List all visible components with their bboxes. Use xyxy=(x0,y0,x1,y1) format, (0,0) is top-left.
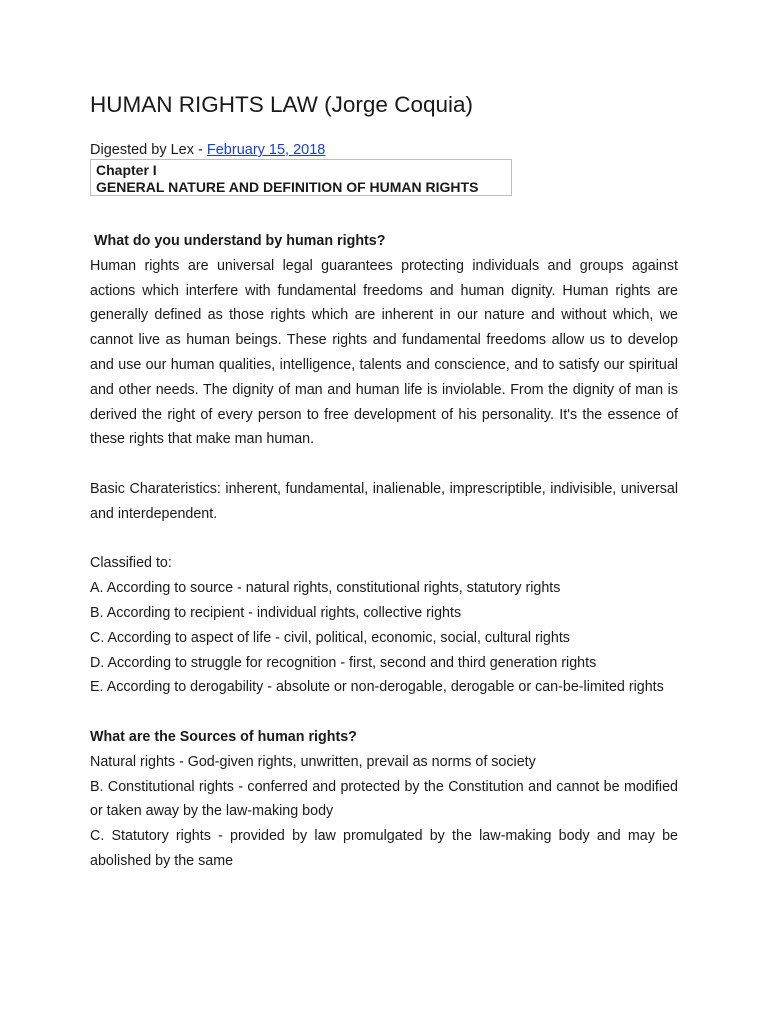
source-item: Natural rights - God-given rights, unwritten, prevail as norms of society xyxy=(90,753,536,770)
source-item: C. Statutory rights - provided by law promulgated by the law-making body and may be abolished by the same xyxy=(90,828,678,869)
classified-item: E. According to derogability - absolute or non-derogable, derogable or can-be-limited rights xyxy=(90,679,664,696)
paragraph-definition: Human rights are universal legal guarantees protecting individuals and groups against actions which interfere with fundamental freedoms and human dignity. Human rights are generally defined as those rights which are inherent in our nature and without which, we cannot live as human beings. These rights and fundamental freedoms allow us to develop and use our human qualities, intelligence, talents and conscience, and to satisfy our spiritual and other needs. The dignity of man and human life is inviolable. From the dignity of man is derived the right of every person to free development of his personality. It's the essence of these rights that make man human. xyxy=(90,257,678,448)
document-body xyxy=(90,229,678,874)
classified-item: B. According to recipient - individual rights, collective rights xyxy=(90,604,462,621)
spacer xyxy=(90,452,678,477)
chapter-heading-box xyxy=(90,159,512,196)
classified-heading: Classified to: xyxy=(90,555,172,572)
classified-item: D. According to struggle for recognition - first, second and third generation rights xyxy=(90,654,597,671)
byline-author: Digested by Lex - xyxy=(90,142,207,158)
spacer xyxy=(90,700,678,725)
question-heading-2: What are the Sources of human rights? xyxy=(90,728,357,745)
byline-date-link[interactable]: February 15, 2018 xyxy=(206,142,326,158)
chapter-label: Chapter I xyxy=(96,162,157,178)
document-title: HUMAN RIGHTS LAW (Jorge Coquia) xyxy=(90,92,473,117)
question-heading-1: What do you understand by human rights? xyxy=(94,233,386,249)
byline xyxy=(90,142,325,158)
classified-item: A. According to source - natural rights, constitutional rights, statutory rights xyxy=(90,580,561,597)
paragraph-characteristics: Basic Charateristics: inherent, fundamental, inalienable, imprescriptible, indivisible, universal and interdependent. xyxy=(90,480,678,522)
spacer xyxy=(90,527,678,552)
chapter-title: GENERAL NATURE AND DEFINITION OF HUMAN RIGHTS xyxy=(96,179,479,195)
source-item: B. Constitutional rights - conferred and protected by the Constitution and cannot be modified or taken away by the law-making body xyxy=(90,778,678,820)
classified-item: C. According to aspect of life - civil, political, economic, social, cultural rights xyxy=(90,629,570,646)
